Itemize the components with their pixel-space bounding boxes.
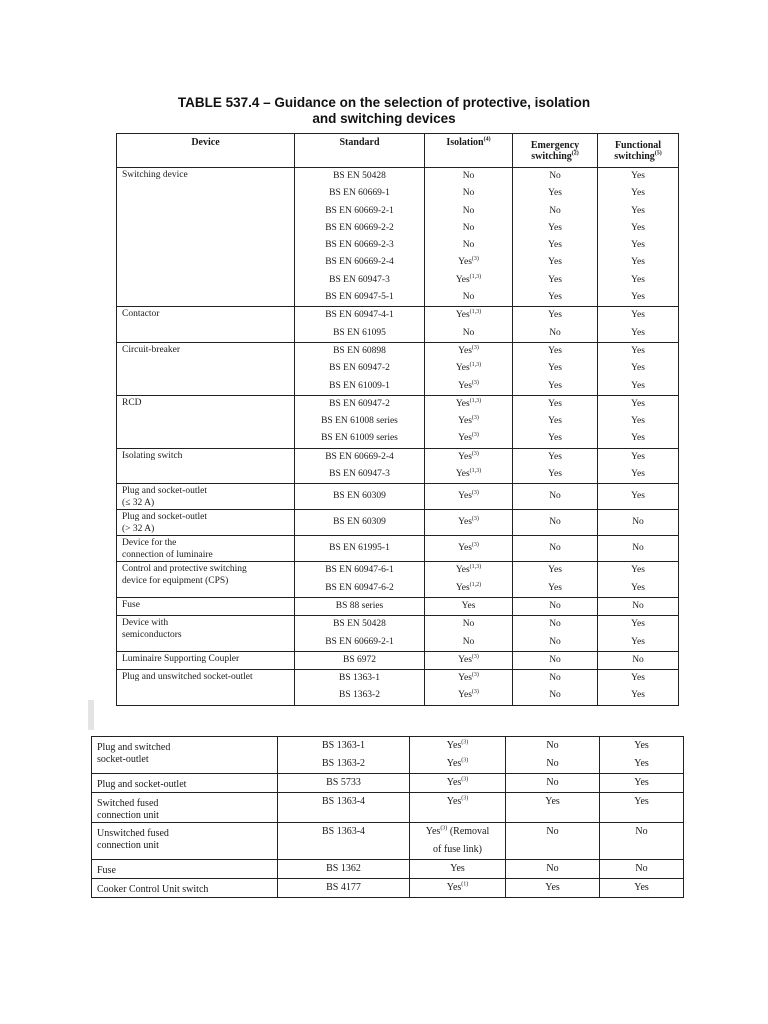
emergency-cell: Yes xyxy=(513,466,598,484)
isolation-cell xyxy=(425,562,513,580)
isolation-cell xyxy=(425,342,513,360)
footnote-ref: (3) xyxy=(440,825,448,832)
emergency-cell: Yes xyxy=(506,793,600,823)
emergency-cell: Yes xyxy=(513,360,598,377)
footnote-ref: (3) xyxy=(471,379,479,386)
device-name-line: Switching device xyxy=(122,170,188,180)
table-row xyxy=(117,562,679,580)
footnote-ref: (3) xyxy=(471,415,479,421)
footnote-ref: (3) xyxy=(461,795,469,802)
isolation-cell xyxy=(425,272,513,289)
device-name-line: Device with xyxy=(122,618,169,629)
table-row xyxy=(92,823,684,860)
standard-cell: BS EN 60947-5-1 xyxy=(295,289,425,307)
isolation-value: Yes xyxy=(458,690,472,701)
emergency-cell: No xyxy=(513,203,598,220)
header-functional xyxy=(598,134,679,168)
isolation-value: Yes xyxy=(458,433,472,444)
isolation-cell xyxy=(410,737,506,756)
isolation-cell xyxy=(410,823,506,860)
device-name-line: Contactor xyxy=(122,309,160,320)
emergency-cell: No xyxy=(506,860,600,879)
isolation-cell xyxy=(425,413,513,430)
emergency-cell: Yes xyxy=(513,342,598,360)
header-isolation-label: Isolation xyxy=(446,137,484,148)
functional-cell: Yes xyxy=(598,670,679,688)
device-name-line: Control and protective switching xyxy=(122,564,247,575)
isolation-cell xyxy=(425,580,513,598)
isolation-value: Yes xyxy=(458,416,472,427)
standard-cell: BS EN 60947-2 xyxy=(295,360,425,377)
functional-cell: Yes xyxy=(598,254,679,271)
isolation-value: Yes xyxy=(458,673,472,684)
device-cell xyxy=(92,879,278,898)
functional-cell: Yes xyxy=(598,289,679,307)
standard-cell: BS 1363-1 xyxy=(278,737,410,756)
isolation-cell xyxy=(425,360,513,377)
isolation-cell xyxy=(425,510,513,536)
standard-cell: BS EN 60898 xyxy=(295,342,425,360)
footnote-ref: (1) xyxy=(461,881,469,888)
standard-cell: BS EN 61995-1 xyxy=(295,536,425,562)
table-row xyxy=(117,484,679,510)
header-functional-note: (5) xyxy=(654,150,662,157)
isolation-value: No xyxy=(462,636,475,647)
isolation-value: Yes xyxy=(461,600,476,611)
device-cell xyxy=(92,823,278,860)
footnote-ref: (3) xyxy=(471,542,479,549)
standard-cell: BS EN 50428 xyxy=(295,616,425,634)
table-row xyxy=(92,774,684,793)
header-emergency-line1: Emergency xyxy=(530,139,580,151)
isolation-cell xyxy=(425,466,513,484)
isolation-value: (Removal xyxy=(447,826,490,837)
isolation-value: No xyxy=(462,327,475,338)
header-standard-label: Standard xyxy=(339,137,380,148)
functional-cell: Yes xyxy=(600,737,684,756)
footnote-ref: (3) xyxy=(471,450,479,457)
functional-cell: Yes xyxy=(598,395,679,413)
emergency-cell: Yes xyxy=(513,254,598,271)
standard-cell: BS EN 60669-2-1 xyxy=(295,203,425,220)
footnote-ref: (1,3) xyxy=(469,564,482,571)
footnote-ref: (3) xyxy=(471,432,479,439)
emergency-cell: No xyxy=(513,616,598,634)
device-name-line: Plug and switched xyxy=(97,742,171,753)
standard-cell: BS EN 60947-3 xyxy=(295,466,425,484)
isolation-value: Yes xyxy=(455,469,470,480)
emergency-cell: No xyxy=(513,634,598,652)
emergency-cell: Yes xyxy=(513,378,598,396)
isolation-value: No xyxy=(462,205,475,216)
isolation-value: No xyxy=(462,171,475,181)
standard-cell: BS EN 60309 xyxy=(295,510,425,536)
table-row xyxy=(92,879,684,898)
device-name-line: connection of luminaire xyxy=(122,549,213,560)
functional-cell: Yes xyxy=(600,793,684,823)
emergency-cell: Yes xyxy=(513,289,598,307)
functional-cell: Yes xyxy=(598,220,679,237)
isolation-cell xyxy=(425,670,513,688)
device-cell xyxy=(92,860,278,879)
table-row xyxy=(117,342,679,360)
isolation-value: Yes xyxy=(458,451,472,462)
isolation-value: No xyxy=(462,222,475,233)
isolation-value: Yes xyxy=(455,565,470,576)
standard-cell: BS EN 61095 xyxy=(295,325,425,343)
functional-cell: Yes xyxy=(598,360,679,377)
device-name-line: device for equipment (CPS) xyxy=(122,575,229,586)
isolation-cell xyxy=(425,168,513,186)
standard-cell: BS EN 60669-2-1 xyxy=(295,634,425,652)
emergency-cell: No xyxy=(513,484,598,510)
table-row xyxy=(117,168,679,186)
isolation-cell xyxy=(410,879,506,898)
standard-cell: BS EN 60669-2-2 xyxy=(295,220,425,237)
emergency-cell: Yes xyxy=(513,580,598,598)
device-name-line: connection unit xyxy=(97,840,159,851)
standard-cell: BS 5733 xyxy=(278,774,410,793)
emergency-cell: No xyxy=(513,536,598,562)
emergency-cell: Yes xyxy=(513,237,598,254)
footnote-ref: (3) xyxy=(471,490,479,497)
isolation-cell xyxy=(410,860,506,879)
isolation-cell xyxy=(410,755,506,774)
standard-cell: BS EN 60669-2-3 xyxy=(295,237,425,254)
table-row xyxy=(117,510,679,536)
footnote-ref: (1,3) xyxy=(469,273,482,280)
standard-cell: BS 1363-4 xyxy=(278,823,410,860)
functional-cell: No xyxy=(598,536,679,562)
isolation-value: No xyxy=(462,240,475,251)
footnote-ref: (3) xyxy=(461,739,469,746)
functional-cell: Yes xyxy=(598,307,679,325)
isolation-value: Yes xyxy=(458,543,472,554)
functional-cell: Yes xyxy=(598,413,679,430)
footnote-ref: (3) xyxy=(461,757,469,764)
footnote-ref: (1,3) xyxy=(469,362,482,369)
emergency-cell: No xyxy=(513,687,598,705)
isolation-value: Yes xyxy=(455,582,470,593)
emergency-cell: No xyxy=(513,651,598,669)
functional-cell: No xyxy=(598,651,679,669)
functional-cell: Yes xyxy=(598,185,679,202)
isolation-value: Yes xyxy=(458,491,472,502)
device-cell xyxy=(92,737,278,774)
footnote-ref: (3) xyxy=(471,516,479,523)
standard-cell: BS EN 60947-3 xyxy=(295,272,425,289)
device-name-line: Unswitched fused xyxy=(97,828,169,839)
table-row xyxy=(117,307,679,325)
isolation-cell xyxy=(425,634,513,652)
footnote-ref: (3) xyxy=(471,256,479,263)
header-emergency-note: (2) xyxy=(571,150,579,157)
selection-table-continued xyxy=(91,736,684,898)
device-cell xyxy=(117,670,295,706)
standard-cell: BS 88 series xyxy=(295,597,425,615)
table-row xyxy=(117,395,679,413)
standard-cell: BS EN 50428 xyxy=(295,168,425,186)
functional-cell: Yes xyxy=(600,755,684,774)
standard-cell: BS EN 60309 xyxy=(295,484,425,510)
standard-cell: BS EN 60947-6-2 xyxy=(295,580,425,598)
functional-cell: Yes xyxy=(600,879,684,898)
footnote-ref: (3) xyxy=(471,671,479,678)
functional-cell: Yes xyxy=(598,272,679,289)
isolation-cell xyxy=(425,237,513,254)
emergency-cell: No xyxy=(513,670,598,688)
footnote-ref: (3) xyxy=(471,344,479,351)
standard-cell: BS EN 60947-2 xyxy=(295,395,425,413)
device-name-line: Device for the xyxy=(122,538,177,549)
emergency-cell: Yes xyxy=(513,448,598,466)
table-row xyxy=(117,597,679,615)
isolation-cell xyxy=(425,378,513,396)
standard-cell: BS EN 60947-4-1 xyxy=(295,307,425,325)
isolation-value: Yes xyxy=(455,363,470,374)
isolation-value: Yes xyxy=(458,257,472,268)
emergency-cell: Yes xyxy=(513,307,598,325)
header-isolation xyxy=(425,134,513,168)
device-name-line: socket-outlet xyxy=(97,754,149,765)
device-name-line: Switched fused xyxy=(97,798,159,809)
isolation-cell xyxy=(425,536,513,562)
emergency-cell: No xyxy=(513,168,598,186)
device-name-line: Circuit-breaker xyxy=(122,344,181,355)
table-header-row xyxy=(117,134,679,168)
isolation-cell xyxy=(425,395,513,413)
emergency-cell: Yes xyxy=(506,879,600,898)
header-functional-line1: Functional xyxy=(614,139,662,151)
isolation-value: No xyxy=(462,292,475,303)
functional-cell: Yes xyxy=(600,774,684,793)
footnote-ref: (3) xyxy=(471,689,479,696)
footnote-ref: (1,2) xyxy=(469,581,482,588)
device-cell xyxy=(117,536,295,562)
functional-cell: Yes xyxy=(598,325,679,343)
device-cell xyxy=(117,616,295,652)
functional-cell: No xyxy=(598,597,679,615)
device-cell xyxy=(117,168,295,307)
isolation-value: Yes xyxy=(446,758,462,769)
emergency-cell: No xyxy=(506,774,600,793)
isolation-cell xyxy=(425,484,513,510)
isolation-cell xyxy=(425,307,513,325)
device-name-line: Isolating switch xyxy=(122,450,183,461)
isolation-cell xyxy=(425,203,513,220)
footnote-ref: (1,3) xyxy=(469,309,482,316)
standard-cell: BS EN 61009 series xyxy=(295,430,425,448)
header-device-label: Device xyxy=(191,137,220,148)
functional-cell: No xyxy=(600,860,684,879)
device-name-line: Fuse xyxy=(122,599,140,610)
header-standard xyxy=(295,134,425,168)
functional-cell: Yes xyxy=(598,430,679,448)
header-isolation-note: (4) xyxy=(483,136,491,143)
functional-cell: Yes xyxy=(598,342,679,360)
header-device xyxy=(117,134,295,168)
standard-cell: BS 1362 xyxy=(278,860,410,879)
standard-cell: BS EN 61009-1 xyxy=(295,378,425,396)
standard-cell: BS 1363-1 xyxy=(295,670,425,688)
device-cell xyxy=(117,484,295,510)
isolation-cell xyxy=(425,597,513,615)
table-row xyxy=(92,793,684,823)
table-row xyxy=(92,860,684,879)
emergency-cell: Yes xyxy=(513,185,598,202)
emergency-cell: Yes xyxy=(513,272,598,289)
table-row xyxy=(117,536,679,562)
table-row xyxy=(117,651,679,669)
functional-cell: Yes xyxy=(598,562,679,580)
standard-cell: BS EN 61008 series xyxy=(295,413,425,430)
standard-cell: BS EN 60669-2-4 xyxy=(295,448,425,466)
standard-cell: BS 4177 xyxy=(278,879,410,898)
table-row xyxy=(117,448,679,466)
device-name-line: RCD xyxy=(122,397,142,408)
isolation-cell xyxy=(425,254,513,271)
table-continued-body xyxy=(92,737,684,898)
device-name-line: semiconductors xyxy=(122,629,182,640)
functional-cell: Yes xyxy=(598,448,679,466)
device-cell xyxy=(92,774,278,793)
isolation-value: Yes xyxy=(446,796,462,807)
standard-cell: BS 1363-2 xyxy=(295,687,425,705)
device-cell xyxy=(117,395,295,448)
standard-cell: BS 1363-4 xyxy=(278,793,410,823)
standard-cell: BS 6972 xyxy=(295,651,425,669)
footnote-ref: (3) xyxy=(461,776,469,783)
device-name-line: connection unit xyxy=(97,810,159,821)
isolation-value: Yes xyxy=(458,380,472,391)
functional-cell: Yes xyxy=(598,616,679,634)
functional-cell: Yes xyxy=(598,466,679,484)
isolation-value: No xyxy=(462,619,475,630)
functional-cell: Yes xyxy=(598,634,679,652)
functional-cell: Yes xyxy=(598,580,679,598)
device-cell xyxy=(117,562,295,598)
isolation-value: Yes xyxy=(455,398,470,409)
device-cell xyxy=(92,793,278,823)
device-cell xyxy=(117,448,295,484)
device-name-line: (> 32 A) xyxy=(122,523,155,534)
isolation-value: Yes xyxy=(455,274,470,285)
footnote-ref: (1,3) xyxy=(469,467,482,474)
table-row xyxy=(92,737,684,756)
emergency-cell: Yes xyxy=(513,430,598,448)
isolation-cell xyxy=(425,220,513,237)
isolation-cell xyxy=(410,774,506,793)
selection-table-main xyxy=(116,133,679,706)
functional-cell: Yes xyxy=(598,378,679,396)
device-name-line: Plug and unswitched socket-outlet xyxy=(122,672,253,683)
standard-cell: BS EN 60669-1 xyxy=(295,185,425,202)
emergency-cell: Yes xyxy=(513,220,598,237)
device-cell xyxy=(117,597,295,615)
isolation-cell xyxy=(425,448,513,466)
functional-cell: Yes xyxy=(598,484,679,510)
device-cell xyxy=(117,307,295,343)
isolation-cell xyxy=(425,651,513,669)
emergency-cell: No xyxy=(506,823,600,860)
emergency-cell: No xyxy=(506,737,600,756)
isolation-value: Yes xyxy=(446,777,462,788)
isolation-value: Yes xyxy=(446,740,462,751)
device-name-line: Luminaire Supporting Coupler xyxy=(122,653,240,664)
device-name-line: Fuse xyxy=(97,865,116,876)
isolation-value: No xyxy=(462,188,475,199)
device-name-line: Plug and socket-outlet xyxy=(122,512,207,523)
device-cell xyxy=(117,651,295,669)
header-emergency-line2: switching xyxy=(531,150,572,162)
scan-edge xyxy=(88,700,94,730)
functional-cell: No xyxy=(598,510,679,536)
table-title-line-1: TABLE 537.4 – Guidance on the selection of protective, isolation xyxy=(177,95,591,110)
table-row xyxy=(117,616,679,634)
standard-cell: BS EN 60947-6-1 xyxy=(295,562,425,580)
emergency-cell: Yes xyxy=(513,395,598,413)
table-title-line-2: and switching devices xyxy=(312,111,456,126)
emergency-cell: No xyxy=(513,325,598,343)
isolation-cell xyxy=(425,616,513,634)
table-main-body xyxy=(117,168,679,706)
emergency-cell: No xyxy=(506,755,600,774)
emergency-cell: No xyxy=(513,597,598,615)
isolation-value: Yes xyxy=(425,826,441,837)
isolation-cell xyxy=(425,185,513,202)
isolation-value: Yes xyxy=(450,863,465,874)
device-name-line: Cooker Control Unit switch xyxy=(97,884,209,895)
isolation-value: Yes xyxy=(458,654,472,665)
functional-cell: Yes xyxy=(598,687,679,705)
emergency-cell: Yes xyxy=(513,413,598,430)
device-name-line: Plug and socket-outlet xyxy=(97,779,187,790)
functional-cell: Yes xyxy=(598,168,679,186)
device-name-line: Plug and socket-outlet xyxy=(122,486,207,497)
functional-cell: Yes xyxy=(598,237,679,254)
header-functional-line2: switching xyxy=(614,150,655,162)
isolation-cell xyxy=(425,325,513,343)
table-row xyxy=(117,670,679,688)
isolation-cell xyxy=(425,430,513,448)
device-cell xyxy=(117,510,295,536)
header-emergency xyxy=(513,134,598,168)
isolation-value: Yes xyxy=(455,310,470,321)
standard-cell: BS 1363-2 xyxy=(278,755,410,774)
isolation-cell xyxy=(425,289,513,307)
footnote-ref: (1,3) xyxy=(469,397,482,404)
emergency-cell: Yes xyxy=(513,562,598,580)
device-cell xyxy=(117,342,295,395)
emergency-cell: No xyxy=(513,510,598,536)
isolation-value: of fuse link) xyxy=(433,844,482,855)
isolation-value: Yes xyxy=(458,345,472,356)
standard-cell: BS EN 60669-2-4 xyxy=(295,254,425,271)
footnote-ref: (3) xyxy=(471,653,479,660)
isolation-value: Yes xyxy=(446,882,462,893)
device-name-line: (≤ 32 A) xyxy=(122,497,155,508)
isolation-cell xyxy=(410,793,506,823)
functional-cell: Yes xyxy=(598,203,679,220)
functional-cell: No xyxy=(600,823,684,860)
isolation-cell xyxy=(425,687,513,705)
isolation-value: Yes xyxy=(458,517,472,528)
